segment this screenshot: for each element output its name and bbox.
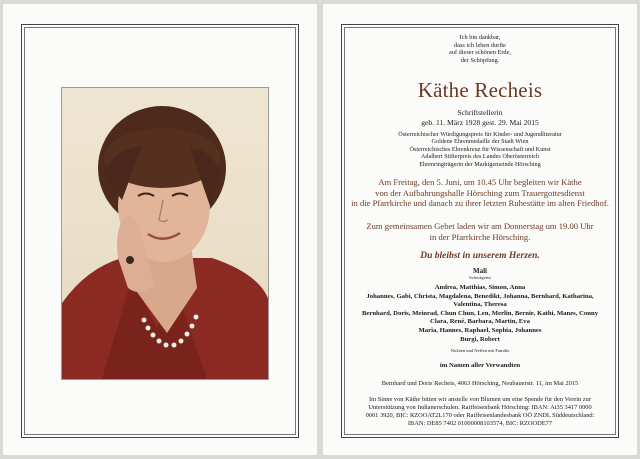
family-line: Andrea, Matthias, Simon, Anna — [434, 284, 526, 291]
mourner-relation: Schwägerin — [469, 275, 491, 280]
announcement-line: in die Pfarrkirche und danach zu ihrer letzten Ruhestätte im alten Friedhof. — [351, 198, 609, 209]
right-page — [323, 4, 637, 455]
all-relatives: im Namen aller Verwandten — [439, 362, 521, 369]
life-dates: geb. 11. März 1928 gest. 29. Mai 2015 — [421, 118, 539, 127]
poem-line: der Schöpfung. — [460, 56, 500, 64]
honor-item: Österreichisches Ehrenkreuz für Wissenschaft und Kunst — [409, 145, 551, 153]
family-line: Valentina, Theresa — [453, 301, 507, 309]
family-relation: Nichten und Neffen mit Familie — [450, 348, 510, 353]
funeral-announcement — [341, 177, 619, 209]
honor-item: Österreichischer Würdigungspreis für Kinder- und Jugendliteratur — [398, 131, 562, 138]
family-line: Maria, Hannes, Raphael, Sophia, Johannes — [418, 326, 542, 334]
honor-item: Ehrenringträgerin der Marktgemeinde Hörsching — [419, 160, 541, 168]
place-date-line: Bernhard und Doris Recheis, 4063 Hörsching, Neubauerstr. 11, im Mai 2015 — [381, 380, 579, 387]
honor-item: Goldene Ehrenmedaille der Stadt Wien — [431, 138, 529, 146]
honor-item: Adalbert Stifterpreis des Landes Oberösterreich — [420, 153, 540, 161]
donation-line: Unterstützung von Indianerschulen. Raiffeisenbank Hörsching: IBAN: At35 3417 0000 — [368, 404, 592, 411]
poem — [341, 34, 619, 64]
poem-line: auf dieser schönen Erde, — [449, 49, 511, 57]
left-page — [3, 4, 317, 455]
portrait-image — [62, 88, 268, 379]
poem-line: dass ich leben durfte — [454, 41, 506, 49]
prayer-line: in der Pfarrkirche Hörsching. — [429, 231, 531, 242]
announcement-line: von der Aufbahrungshalle Hörsching zum Trauergottesdienst — [375, 187, 585, 198]
prayer-line: Zum gemeinsamen Gebet laden wir am Donnerstag um 19.00 Uhr — [366, 221, 594, 231]
poem-line: Ich bin dankbar, — [459, 34, 501, 41]
deceased-name: Käthe Recheis — [417, 78, 543, 102]
family-line: Burgi, Robert — [460, 335, 500, 343]
donation-line: Im Sinne von Käthe bitten wir anstelle von Blumen um eine Spende für den Verein zur — [369, 396, 591, 403]
honors-list — [341, 131, 619, 168]
remembrance-line: Du bleibst in unserem Herzen. — [420, 251, 540, 261]
family-line: Johannes, Gabi, Christa, Magdalena, Benedikt, Johanna, Bernhard, Katharina, — [366, 292, 594, 300]
donation-line: IBAN: DE85 7402 01000008103574, BIC: RZOODE77 — [407, 420, 553, 427]
announcement-line: Am Freitag, den 5. Juni, um 10.45 Uhr begleiten wir Käthe — [378, 177, 582, 187]
family-line: Bernhard, Doris, Meinrad, Chun Chun, Len, Merlin, Bernie, Kathi, Manes, Conny — [361, 309, 599, 317]
prayer-invitation — [341, 221, 619, 242]
portrait-photo — [61, 87, 269, 380]
deceased-role: Schriftstellerin — [457, 108, 503, 117]
donation-line: 0001 3920, BIC: RZOOAT2L170 oder Raiffeisenlandesbank OÖ ZNDL Süddeutschland: — [365, 412, 595, 419]
family-list — [341, 284, 619, 344]
family-line: Clara, René, Barbara, Martin, Eva — [430, 318, 530, 326]
mourner-name: Mali — [473, 267, 487, 275]
donation-note — [341, 396, 619, 428]
